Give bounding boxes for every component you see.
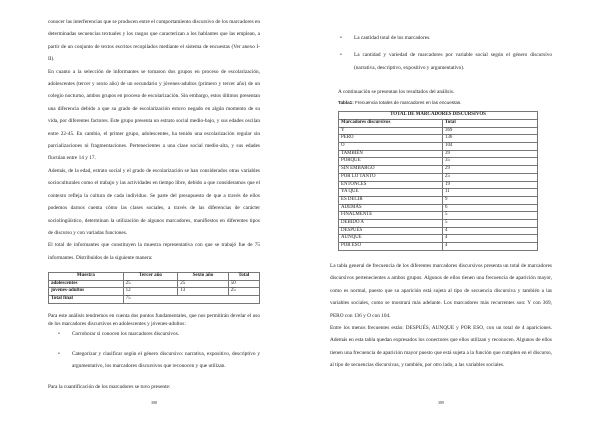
table-row: [339, 143, 538, 151]
cell: 19: [443, 181, 538, 189]
table-header-row: [49, 273, 260, 281]
table-row: [49, 288, 260, 296]
left-page: [48, 0, 260, 424]
table-row: [339, 204, 538, 212]
cell: POR ESO: [339, 243, 443, 251]
cell: 4: [443, 243, 538, 251]
cell: 25: [178, 280, 228, 288]
list-item: • Corroborar si conocen los marcadores discursivos.: [58, 328, 260, 340]
header-cell: Marcadores discursivos: [339, 119, 443, 127]
cell: 35: [443, 158, 538, 166]
cell: 5: [443, 220, 538, 228]
list-item: • La cantidad y variedad de marcadores por variable social según el género discursivo (narrativa, descriptivo, expositivo y argumentativo).: [340, 49, 552, 74]
paragraph: Para la cuantificación de los marcadores se tuvo presente:: [48, 383, 171, 390]
cell: 11: [443, 189, 538, 197]
header-cell: Sexto año: [178, 273, 228, 281]
cell: 6: [443, 204, 538, 212]
cell: 25: [228, 288, 259, 296]
right-page: [330, 0, 552, 424]
cell: 104: [443, 143, 538, 151]
bullet-list: [48, 328, 260, 373]
cell: 9: [443, 196, 538, 204]
paragraph: La tabla general de frecuencia de los diferentes marcadores discursivos presenta un total de marcadores discursivos pertenecientes a ambos grupos. Algunos de ellos tienen una frecuencia de aparición mayor, como es normal, puesto que su aparición está sujeta al tipo de secuencia discursiva y también a las variables sociales, como se mostrará más adelante. Los marcadores más recurrentes son: Y con 369, PERO con 136 y O con 104.: [330, 262, 552, 319]
cell: 50: [228, 280, 259, 288]
table-row: [339, 135, 538, 143]
bullet-list: [330, 32, 552, 74]
cell: POR LO TANTO: [339, 173, 443, 181]
list-item: • La cantidad total de los marcadores.: [340, 32, 552, 44]
markers-table: [338, 111, 538, 251]
table-row: [339, 173, 538, 181]
cell: AUNQUE: [339, 235, 443, 243]
table-row: [49, 295, 260, 303]
page-number: 389: [438, 400, 444, 405]
cell: DEBIDO A: [339, 220, 443, 228]
cell: Y: [339, 127, 443, 135]
table-row: [339, 235, 538, 243]
caption-text: Frecuencia totales de marcadores en las encuestas.: [355, 100, 462, 106]
table-row: [339, 181, 538, 189]
paragraph: El total de informantes que constituyen la muestra representativa con que se trabajó fue de 75 informantes. Distribuidos de la siguiente manera:: [48, 242, 260, 261]
cell: jóvenes-adultos: [49, 288, 124, 296]
cell: 29: [443, 166, 538, 174]
table-row: [339, 243, 538, 251]
paragraph: Entre los menos frecuentes están: DESPUÉS, AUNQUE y POR ESO, con un total de 4 apariciones. Además en esta tabla quedan expresados los conectores que ellos utilizan y reconocen. Algunos de ellos tienen una frecuencia de aparición mayor puesto que está sujeta a la función que cumplen en el discurso, al tipo de secuencias discursivas, y también, por otro lado, a las variables sociales.: [330, 324, 552, 369]
table-title: TOTAL DE MARCADORES DISCURSIVOS: [339, 112, 538, 120]
cell: PORQUE: [339, 158, 443, 166]
cell: 369: [443, 127, 538, 135]
paragraph: A continuación se presentan los resultados del análisis.: [338, 89, 455, 96]
table-row: [339, 166, 538, 174]
paragraph: Para este análisis tendremos en cuenta dos puntos fundamentales, que nos permitirán develar el uso de los marcadores discursivos en adolescentes y jóvenes-adultos:: [48, 312, 260, 327]
table-row: [339, 127, 538, 135]
paragraph: Además, de la edad, estrato social y el grado de escolarización se han considerados otras variables socioculturales como el trabajo y las actividades en tiempo libre, debido a que consideramos que el contexto refleja la cultura de cada individuo. Se parte del presupuesto de que a través de ellos podemos darnos cuenta cómo las clases sociales, a través de las diferencias de carácter sociolingüístico, determinan la utilización de algunos marcadores, manifiestos en diferentes tipos de discurso y con variadas funciones.: [48, 167, 260, 236]
cell: 25: [123, 280, 178, 288]
header-cell: Total: [228, 273, 259, 281]
table-caption: [330, 98, 552, 109]
cell: TAMBIÉN: [339, 150, 443, 158]
table-row: [49, 280, 260, 288]
cell: 5: [443, 212, 538, 220]
cell: 12: [123, 288, 178, 296]
header-cell: Tercer año: [123, 273, 178, 281]
cell: 39: [443, 150, 538, 158]
cell: YA QUE: [339, 189, 443, 197]
cell: 75: [123, 295, 259, 303]
paragraph: conocer las interferencias que se producen entre el comportamiento discursivo de los marcadores en determinadas secuencias textuales y los rasgos que caracterizan a los hablantes que las emplean, a partir de un conjunto de textos escritos recopilados mediante el sistema de encuestas (Ver anexo I-II).: [48, 19, 260, 63]
table-row: [339, 189, 538, 197]
cell: DESPUÉS: [339, 227, 443, 235]
table-row: [339, 196, 538, 204]
cell: ADEMÁS: [339, 204, 443, 212]
cell: PERO: [339, 135, 443, 143]
caption-label: Tabla1:: [338, 100, 354, 106]
cell: 4: [443, 235, 538, 243]
header-cell: Muestra: [49, 273, 124, 281]
table-row: [339, 158, 538, 166]
cell: 25: [443, 173, 538, 181]
sample-table: [48, 272, 260, 303]
table-row: [339, 150, 538, 158]
table-row: [339, 227, 538, 235]
header-cell: Total: [443, 119, 538, 127]
cell: FINALMENTE: [339, 212, 443, 220]
cell: SIN EMBARGO: [339, 166, 443, 174]
table-row: [339, 212, 538, 220]
cell: Total final: [49, 295, 124, 303]
page-number: 388: [151, 400, 157, 405]
list-item: • Categorizar y clasificar según el género discursivo: narrativa, expositivo, descriptivo y argumentativo, los marcadores discursivos que reconocen y que utilizan.: [58, 348, 260, 373]
table-header-row: [339, 119, 538, 127]
cell: O: [339, 143, 443, 151]
table-row: [339, 220, 538, 228]
cell: ES DECIR: [339, 196, 443, 204]
cell: ENTONCES: [339, 181, 443, 189]
cell: 13: [178, 288, 228, 296]
cell: adolescentes: [49, 280, 124, 288]
paragraph: En cuanto a la selección de informantes se tomaron dos grupos en proceso de escolarización, adolescentes (tercer y sexto año) de un secundario y jóvenes-adultos (primero y tercer año) de un colegio nocturno, ambos grupos en proceso de escolarización. Sin embargo, estos últimos presentan una diferencia debido a que su grado de escolarización estuvo negado en algún momento de su vida, por diferentes factores. Este grupo presenta un estrato social medio-bajo, y sus edades oscilan entre 22-45. En cambio, el primer grupo, adolescentes, ha tenido una escolarización regular sin parcializaciones ni fragmentaciones. Pertenecientes a una clase social medio-alta, y sus edades fluctúan entre 14 y 17.: [48, 68, 260, 162]
cell: 136: [443, 135, 538, 143]
cell: 4: [443, 227, 538, 235]
